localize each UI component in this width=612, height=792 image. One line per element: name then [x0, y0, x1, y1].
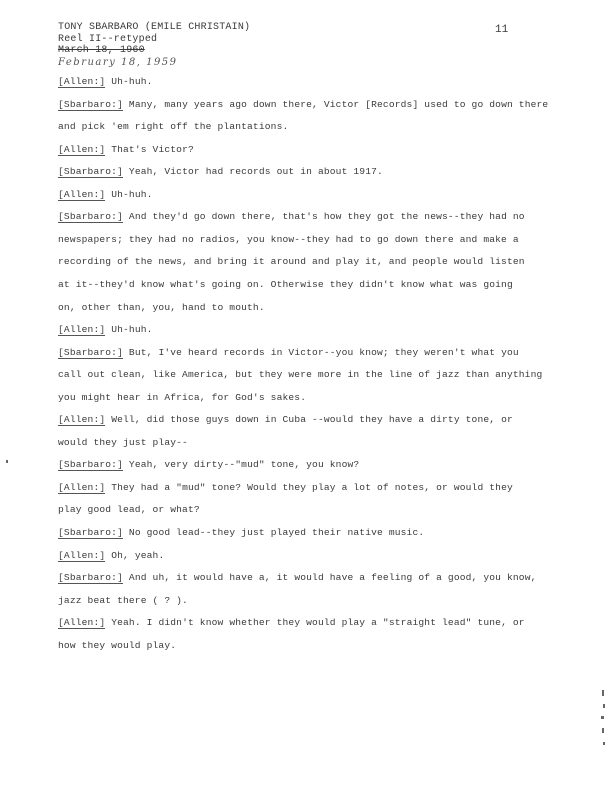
utterance-text: Oh, yeah.: [105, 549, 165, 561]
transcript-line: [58, 256, 525, 268]
utterance-text: That's Victor?: [105, 143, 194, 155]
transcript-line-speaker: [58, 482, 513, 494]
utterance-text: play good lead, or what?: [58, 504, 200, 516]
transcript-line-speaker: [58, 572, 537, 584]
speaker-label: [Allen:]: [58, 617, 106, 629]
speaker-label: [Allen:]: [58, 549, 106, 561]
utterance-text: And they'd go down there, that's how they got the news--they had no: [123, 211, 525, 223]
speaker-label: [Sbarbaro:]: [58, 211, 124, 223]
utterance-text: jazz beat there ( ? ).: [58, 594, 188, 606]
utterance-text: Uh-huh.: [105, 188, 153, 200]
transcript-line: [58, 369, 542, 381]
transcript-line-speaker: [58, 99, 548, 111]
transcript-line-speaker: [58, 527, 424, 539]
utterance-text: at it--they'd know what's going on. Otherwise they didn't know what was going: [58, 279, 513, 290]
speaker-label: [Sbarbaro:]: [58, 572, 124, 584]
speaker-label: [Sbarbaro:]: [58, 98, 124, 110]
speaker-label: [Allen:]: [58, 481, 106, 493]
transcript-line-speaker: [58, 617, 525, 629]
utterance-text: Yeah, Victor had records out in about 1917.: [123, 166, 383, 178]
utterance-text: They had a "mud" tone? Would they play a lot of notes, or would they: [105, 481, 513, 493]
document-title: TONY SBARBARO (EMILE CHRISTAIN): [58, 22, 251, 33]
utterance-text: recording of the news, and bring it around and play it, and people would listen: [58, 256, 525, 268]
date-handwritten: February 18, 1959: [58, 57, 178, 68]
transcript-line: [58, 437, 188, 449]
utterance-text: call out clean, like America, but they were more in the line of jazz than anything: [58, 369, 543, 381]
utterance-text: And uh, it would have a, it would have a feeling of a good, you know,: [123, 572, 537, 584]
utterance-text: you might hear in Africa, for God's sakes.: [58, 391, 307, 403]
utterance-text: But, I've heard records in Victor--you know; they weren't what you: [123, 346, 519, 358]
transcript-line: [58, 504, 200, 516]
transcript-line-speaker: [58, 550, 164, 562]
utterance-text: No good lead--they just played their native music.: [123, 527, 425, 538]
speaker-label: [Allen:]: [58, 188, 106, 200]
transcript-line-speaker: [58, 76, 153, 88]
transcript-line: [58, 279, 513, 291]
utterance-text: Uh-huh.: [105, 76, 153, 87]
reel-label: Reel II--retyped: [58, 34, 158, 45]
transcript-line-speaker: [58, 347, 519, 359]
utterance-text: Uh-huh.: [105, 324, 153, 336]
speaker-label: [Sbarbaro:]: [58, 459, 124, 471]
speaker-label: [Allen:]: [58, 414, 106, 426]
utterance-text: Yeah. I didn't know whether they would play a "straight lead" tune, or: [105, 617, 525, 629]
transcript-line: [58, 302, 265, 314]
utterance-text: Yeah, very dirty--"mud" tone, you know?: [123, 459, 360, 471]
transcript-line-speaker: [58, 211, 525, 223]
utterance-text: would they just play--: [58, 436, 188, 448]
utterance-text: Many, many years ago down there, Victor [Records] used to go down there: [123, 98, 549, 110]
speaker-label: [Sbarbaro:]: [58, 346, 124, 358]
speaker-label: [Allen:]: [58, 324, 106, 336]
utterance-text: how they would play.: [58, 639, 177, 651]
transcript-line-speaker: [58, 459, 359, 471]
transcript-line-speaker: [58, 166, 383, 178]
transcript-line: [58, 234, 519, 246]
transcript-line: [58, 640, 176, 652]
transcript-line-speaker: [58, 144, 194, 156]
transcript-line-speaker: [58, 414, 513, 426]
scan-artifact: [6, 460, 8, 463]
utterance-text: newspapers; they had no radios, you know--they had to go down there and make a: [58, 233, 519, 245]
transcript-line: [58, 121, 288, 133]
transcript-line: [58, 392, 306, 404]
speaker-label: [Allen:]: [58, 143, 106, 155]
transcript-line: [58, 595, 188, 607]
utterance-text: Well, did those guys down in Cuba --would they have a dirty tone, or: [105, 414, 513, 426]
speaker-label: [Sbarbaro:]: [58, 166, 124, 178]
utterance-text: and pick 'em right off the plantations.: [58, 121, 289, 133]
transcript-line-speaker: [58, 189, 153, 201]
transcript-line-speaker: [58, 324, 153, 336]
scan-artifacts: [600, 690, 606, 750]
page-number: 11: [495, 24, 509, 36]
utterance-text: on, other than, you, hand to mouth.: [58, 301, 265, 313]
date-struck: March 18, 1960: [58, 45, 145, 56]
speaker-label: [Sbarbaro:]: [58, 527, 124, 538]
speaker-label: [Allen:]: [58, 76, 106, 87]
